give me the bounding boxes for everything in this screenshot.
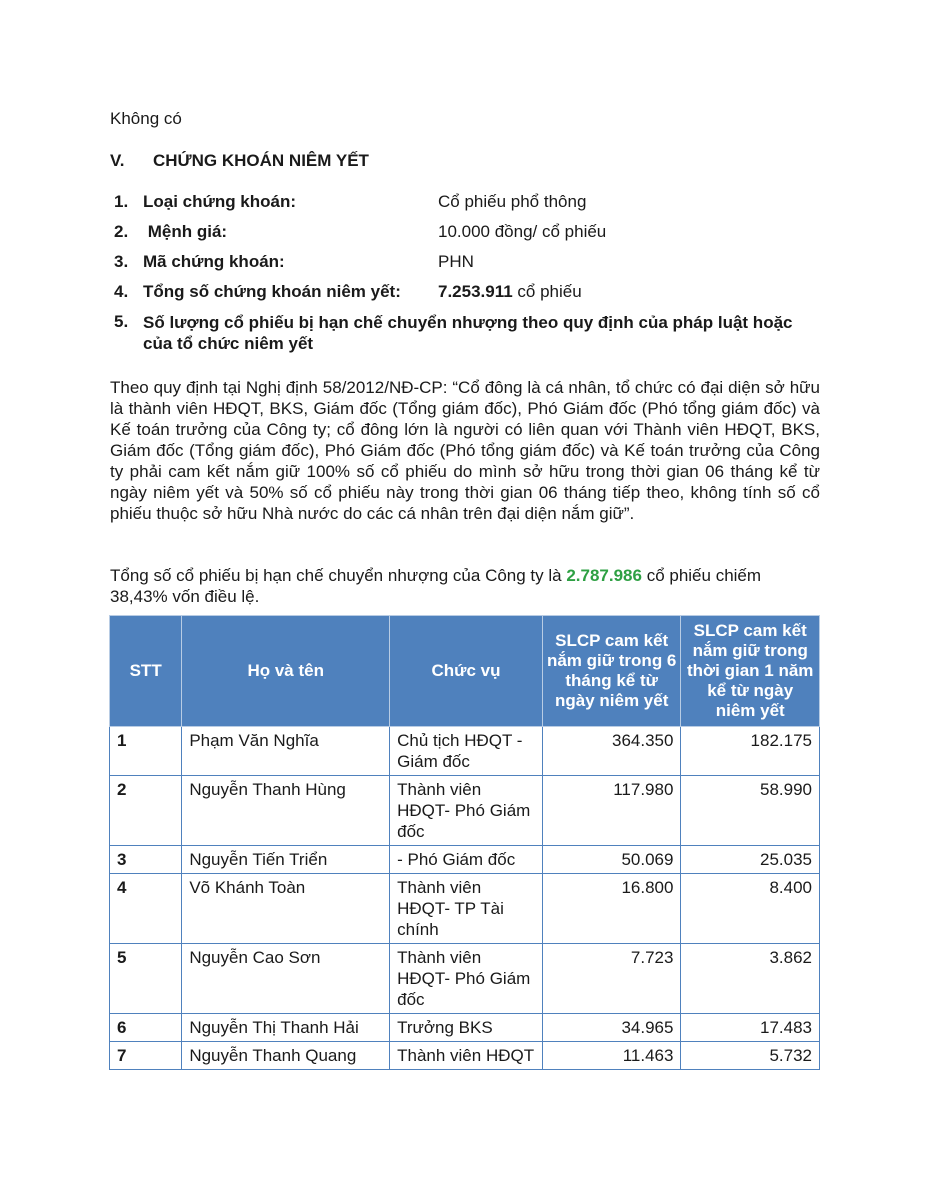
cell-name: Nguyễn Thị Thanh Hải	[182, 1014, 390, 1042]
regulation-paragraph: Theo quy định tại Nghị định 58/2012/NĐ-CP: “Cổ đông là cá nhân, tổ chức có đại diện sở hữu là thành viên HĐQT, BKS, Giám đốc (Tổng giám đốc), Phó Giám đốc (Phó tổng giám đốc) và Kế toán trưởng của Công ty; cổ đông lớn là người có liên quan với Thành viên HĐQT, BKS, Giám đốc (Tổng giám đốc), Phó Giám đốc (Phó tổng giám đốc) và Kế toán trưởng của Công ty phải cam kết nắm giữ 100% số cổ phiếu do mình sở hữu trong thời gian 06 tháng kể từ ngày niêm yết và 50% số cổ phiếu này trong thời gian 06 tháng tiếp theo, không tính số cổ phiếu thuộc sở hữu Nhà nước do các cá nhân trên đại diện nắm giữ”.	[110, 378, 820, 523]
header-role: Chức vụ	[390, 616, 543, 727]
section-number: V.	[110, 151, 125, 170]
table-row	[110, 1014, 820, 1042]
item-label: Loại chứng khoán:	[143, 192, 297, 211]
cell-one-year: 8.400	[681, 874, 820, 944]
cell-role: Thành viên HĐQT- Phó Giám đốc	[390, 776, 543, 846]
cell-role: Thành viên HĐQT	[390, 1042, 543, 1070]
item-value: 10.000 đồng/ cổ phiếu	[438, 222, 607, 241]
item-label: Mã chứng khoán:	[143, 252, 285, 271]
cell-one-year: 182.175	[681, 727, 820, 776]
item-value: PHN	[438, 252, 474, 271]
header-stt: STT	[110, 616, 182, 727]
table-row	[110, 874, 820, 944]
cell-stt: 6	[110, 1014, 182, 1042]
securities-info-list	[110, 192, 820, 358]
cell-role: Thành viên HĐQT- Phó Giám đốc	[390, 944, 543, 1014]
item-number: 1.	[114, 192, 129, 211]
cell-stt: 4	[110, 874, 182, 944]
item-label: Số lượng cổ phiếu bị hạn chế chuyển nhượng theo quy định của pháp luật hoặc của tổ chức niêm yết	[143, 313, 793, 353]
section-title: CHỨNG KHOÁN NIÊM YẾT	[153, 151, 369, 170]
cell-name: Phạm Văn Nghĩa	[182, 727, 390, 776]
item-number: 3.	[114, 252, 129, 271]
restricted-shares-table	[109, 615, 820, 1070]
header-six-months: SLCP cam kết nắm giữ trong 6 tháng kể từ ngày niêm yết	[542, 616, 681, 727]
cell-one-year: 5.732	[681, 1042, 820, 1070]
cell-one-year: 3.862	[681, 944, 820, 1014]
item-label: Tổng số chứng khoán niêm yết:	[143, 282, 401, 301]
table-header-row	[110, 616, 820, 727]
section-heading	[110, 151, 369, 171]
cell-role: - Phó Giám đốc	[390, 846, 543, 874]
table-row	[110, 944, 820, 1014]
paragraph-text: Tổng số cổ phiếu bị hạn chế chuyển nhượng của Công ty là	[110, 566, 567, 585]
item-label: Mệnh giá:	[143, 222, 228, 241]
header-one-year: SLCP cam kết nắm giữ trong thời gian 1 năm kể từ ngày niêm yết	[681, 616, 820, 727]
list-item	[110, 282, 820, 312]
list-item	[110, 312, 820, 358]
item-number: 5.	[114, 312, 129, 331]
paragraph-text: cổ phiếu chiếm 38,43% vốn điều lệ.	[110, 566, 766, 606]
cell-six-months: 50.069	[542, 846, 681, 874]
cell-name: Nguyễn Cao Sơn	[182, 944, 390, 1014]
table-row	[110, 1042, 820, 1070]
intro-text: Không có	[110, 109, 182, 128]
cell-name: Võ Khánh Toàn	[182, 874, 390, 944]
cell-stt: 3	[110, 846, 182, 874]
total-restricted-paragraph	[110, 565, 820, 607]
list-item	[110, 252, 820, 282]
list-item	[110, 222, 820, 252]
cell-name: Nguyễn Tiến Triển	[182, 846, 390, 874]
cell-stt: 5	[110, 944, 182, 1014]
item-number: 2.	[114, 222, 129, 241]
cell-stt: 2	[110, 776, 182, 846]
highlighted-total: 2.787.986	[566, 566, 642, 585]
cell-six-months: 34.965	[542, 1014, 681, 1042]
cell-stt: 1	[110, 727, 182, 776]
item-value: Cổ phiếu phổ thông	[438, 192, 587, 211]
table-row	[110, 776, 820, 846]
cell-one-year: 58.990	[681, 776, 820, 846]
table-row	[110, 846, 820, 874]
cell-role: Thành viên HĐQT- TP Tài chính	[390, 874, 543, 944]
table-row	[110, 727, 820, 776]
cell-name: Nguyễn Thanh Quang	[182, 1042, 390, 1070]
item-value-unit: cổ phiếu	[512, 282, 582, 301]
cell-six-months: 364.350	[542, 727, 681, 776]
cell-role: Chủ tịch HĐQT - Giám đốc	[390, 727, 543, 776]
cell-role: Trưởng BKS	[390, 1014, 543, 1042]
cell-name: Nguyễn Thanh Hùng	[182, 776, 390, 846]
cell-six-months: 11.463	[542, 1042, 681, 1070]
item-number: 4.	[114, 282, 129, 301]
cell-one-year: 25.035	[681, 846, 820, 874]
item-value	[438, 282, 582, 302]
item-value-bold: 7.253.911	[438, 282, 513, 301]
cell-six-months: 7.723	[542, 944, 681, 1014]
list-item	[110, 192, 820, 222]
header-name: Họ và tên	[182, 616, 390, 727]
cell-six-months: 117.980	[542, 776, 681, 846]
cell-stt: 7	[110, 1042, 182, 1070]
cell-one-year: 17.483	[681, 1014, 820, 1042]
cell-six-months: 16.800	[542, 874, 681, 944]
